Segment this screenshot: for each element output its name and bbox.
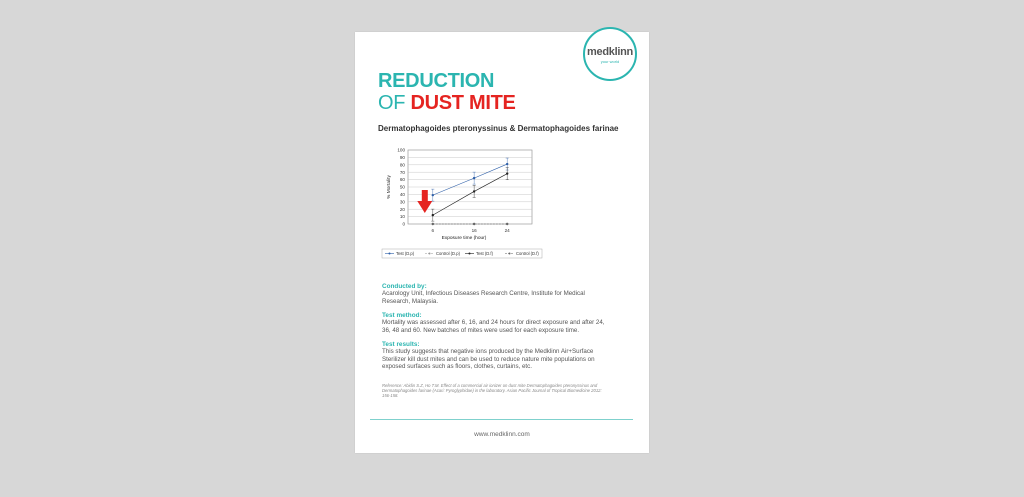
y-tick-label: 0: [402, 221, 405, 227]
legend-marker: [509, 253, 511, 255]
title-of: OF: [378, 92, 406, 114]
x-tick-label: 24: [504, 228, 510, 233]
y-tick-label: 20: [399, 206, 405, 212]
data-point: [473, 223, 475, 225]
section-body: Mortality was assessed after 6, 16, and 24 hours for direct exposure and after 24, 36, 48 and 60. New batches of mites were used for each exposure time.: [382, 319, 605, 334]
data-point: [506, 163, 508, 165]
legend-label: Control (D.f): [516, 251, 539, 257]
data-point: [473, 177, 475, 179]
data-point: [432, 214, 434, 216]
species-subtitle: Dermatophagoides pteronyssinus & Dermatophagoides farinae: [378, 124, 619, 133]
y-tick-label: 90: [399, 155, 405, 160]
footer-divider: [370, 419, 633, 420]
title-line-1: REDUCTION: [378, 70, 495, 92]
y-tick-label: 30: [399, 199, 405, 205]
y-tick-label: 100: [397, 147, 405, 153]
legend-marker: [429, 253, 431, 255]
title-dust-mite: DUST MITE: [410, 92, 516, 114]
legend-label: Test (D.p): [396, 251, 415, 257]
legend-marker: [469, 253, 471, 255]
medklinn-logo: [583, 27, 637, 81]
section-test-method: [382, 312, 608, 334]
footer-url: www.medklinn.com: [474, 431, 530, 438]
data-point: [506, 172, 508, 174]
logo-tagline: your world: [600, 59, 620, 64]
legend-label: Test (D.f): [476, 251, 493, 257]
data-point: [432, 223, 434, 225]
section-test-results: [382, 341, 608, 371]
section-conducted-by: [382, 283, 608, 305]
y-axis-label: % Mortality: [387, 175, 392, 199]
legend-label: Control (D.p): [436, 251, 460, 257]
section-heading: Conducted by:: [382, 283, 427, 290]
x-tick-label: 16: [471, 228, 477, 233]
y-tick-label: 50: [399, 184, 405, 190]
y-tick-label: 40: [399, 192, 405, 197]
legend-marker: [389, 253, 391, 255]
x-axis-label: Exposure time (hour): [441, 236, 487, 241]
title-line-2: [378, 92, 516, 115]
x-tick-label: 6: [431, 228, 435, 233]
y-tick-label: 60: [399, 177, 405, 183]
logo-name: medklinn: [587, 46, 633, 58]
section-heading: Test results:: [382, 341, 420, 348]
section-body: Acarology Unit, Infectious Diseases Research Centre, Institute for Medical Research, Malaysia.: [382, 290, 585, 305]
data-point: [506, 223, 508, 225]
data-point: [473, 190, 475, 192]
y-tick-label: 80: [399, 162, 405, 168]
data-point: [432, 194, 434, 196]
section-body: This study suggests that negative ions produced by the Medklinn Air+Surface Sterilizer kill dust mites and can be used to reduce nature mite populations on exposed surfaces such as floors, clothes, curtains, etc.: [382, 348, 595, 371]
y-tick-label: 70: [399, 169, 405, 175]
y-tick-label: 10: [399, 214, 405, 220]
section-heading: Test method:: [382, 312, 422, 319]
reference-note: Reference: Abidin S.Z, Ho T.M. Effect of a commercial air ionizer on dust mite Dermatophagoides pteronyssinus and Dermatophagoides farinae (Acari: Pyroglyphidae) in the laboratory. Asian Pacific Journal of Tropical Biomedicine 2012: 156-158.: [382, 383, 602, 398]
mortality-chart: [370, 145, 550, 263]
